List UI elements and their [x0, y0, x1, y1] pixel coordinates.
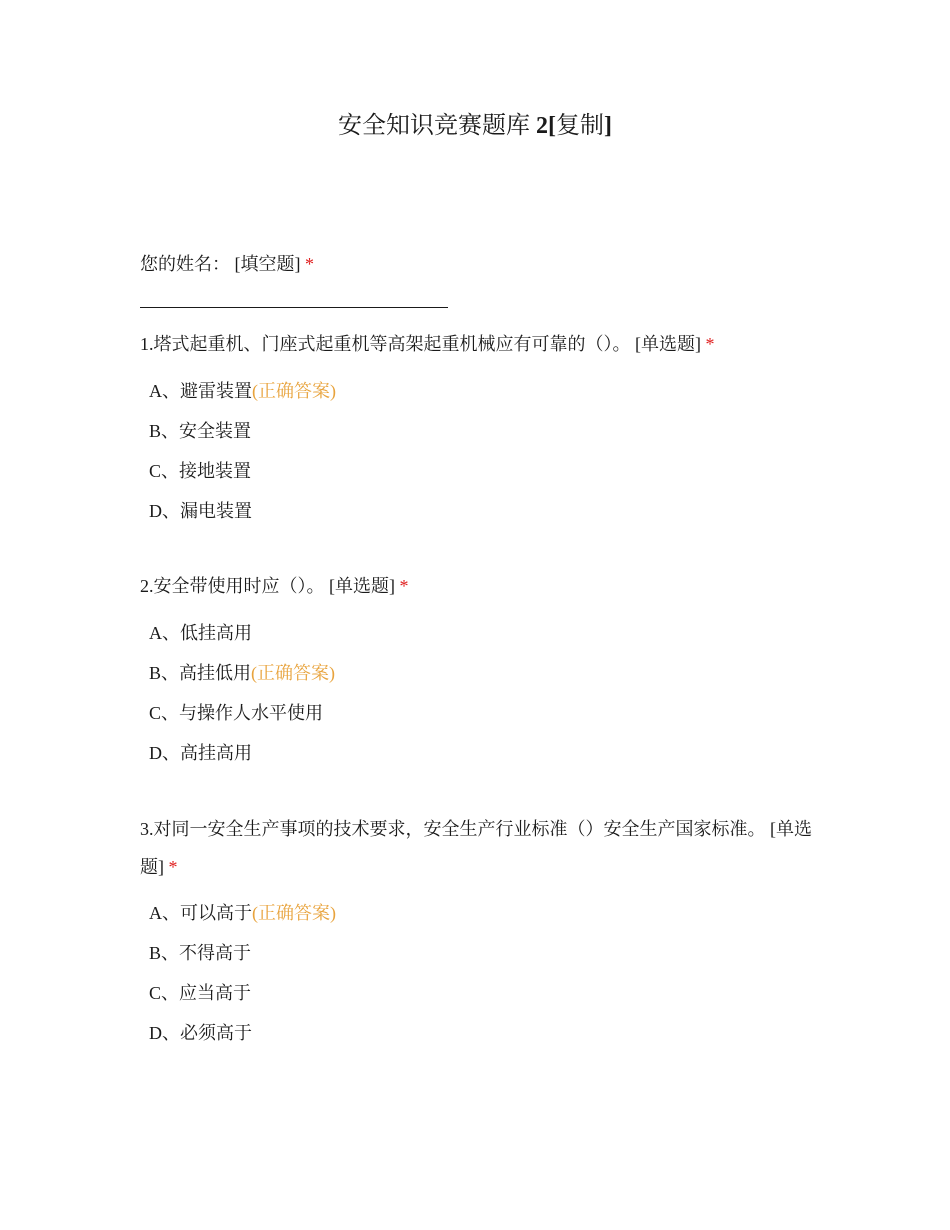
option-letter: C、	[149, 983, 180, 1003]
option-letter: B、	[149, 943, 180, 963]
option-letter: B、	[149, 663, 180, 683]
option-text: 漏电装置	[180, 501, 252, 521]
option-text: 不得高于	[179, 943, 252, 963]
option-letter: D、	[149, 1023, 180, 1043]
option-letter: C、	[149, 703, 180, 723]
option-3a[interactable]	[149, 900, 336, 926]
option-1b[interactable]	[149, 418, 251, 444]
option-letter: A、	[149, 623, 180, 643]
option-3b[interactable]	[149, 940, 251, 966]
required-star: *	[705, 334, 715, 354]
option-text: 高挂低用	[179, 663, 252, 683]
option-text: 低挂高用	[180, 623, 252, 643]
option-text: 与操作人水平使用	[179, 703, 324, 723]
correct-answer-label: (正确答案)	[251, 663, 336, 683]
option-1a[interactable]	[149, 378, 336, 404]
option-text: 高挂高用	[180, 743, 252, 763]
option-text: 应当高于	[179, 983, 252, 1003]
page-title	[0, 110, 950, 142]
option-letter: C、	[149, 461, 180, 481]
question-text: 3.对同一安全生产事项的技术要求，安全生产行业标准（）安全生产国家标准。	[140, 819, 766, 839]
option-text: 可以高于	[180, 903, 252, 923]
question-text: 1.塔式起重机、门座式起重机等高架起重机械应有可靠的（）。	[140, 334, 631, 354]
question-type: [单选题]	[329, 576, 395, 596]
required-star: *	[168, 857, 178, 877]
option-text: 避雷装置	[180, 381, 252, 401]
option-2a[interactable]	[149, 620, 252, 646]
name-input-line[interactable]	[140, 307, 448, 308]
option-letter: A、	[149, 381, 180, 401]
option-2d[interactable]	[149, 740, 252, 766]
option-letter: B、	[149, 421, 180, 441]
option-3c[interactable]	[149, 980, 251, 1006]
question-3	[140, 810, 820, 886]
question-type: [单选题]	[635, 334, 701, 354]
option-letter: D、	[149, 501, 180, 521]
option-3d[interactable]	[149, 1020, 252, 1046]
option-letter: D、	[149, 743, 180, 763]
option-2b[interactable]	[149, 660, 335, 686]
option-text: 必须高于	[180, 1023, 252, 1043]
option-1d[interactable]	[149, 498, 252, 524]
name-field-type: [填空题]	[234, 254, 301, 274]
title-close: ]	[604, 113, 612, 139]
name-field-label	[140, 251, 314, 277]
question-type: [单选题]	[140, 819, 812, 877]
question-2	[140, 567, 820, 605]
question-text: 2.安全带使用时应（）。	[140, 576, 325, 596]
required-star: *	[305, 254, 314, 274]
option-letter: A、	[149, 903, 180, 923]
title-main: 安全知识竞赛题库	[338, 113, 536, 139]
title-suffix: 2[	[536, 113, 556, 139]
required-star: *	[399, 576, 409, 596]
correct-answer-label: (正确答案)	[252, 381, 336, 401]
option-1c[interactable]	[149, 458, 251, 484]
title-copy: 复制	[556, 113, 604, 139]
question-1	[140, 325, 820, 363]
option-text: 安全装置	[179, 421, 252, 441]
option-text: 接地装置	[179, 461, 252, 481]
option-2c[interactable]	[149, 700, 323, 726]
name-label-text: 您的姓名：	[140, 254, 230, 274]
correct-answer-label: (正确答案)	[252, 903, 336, 923]
